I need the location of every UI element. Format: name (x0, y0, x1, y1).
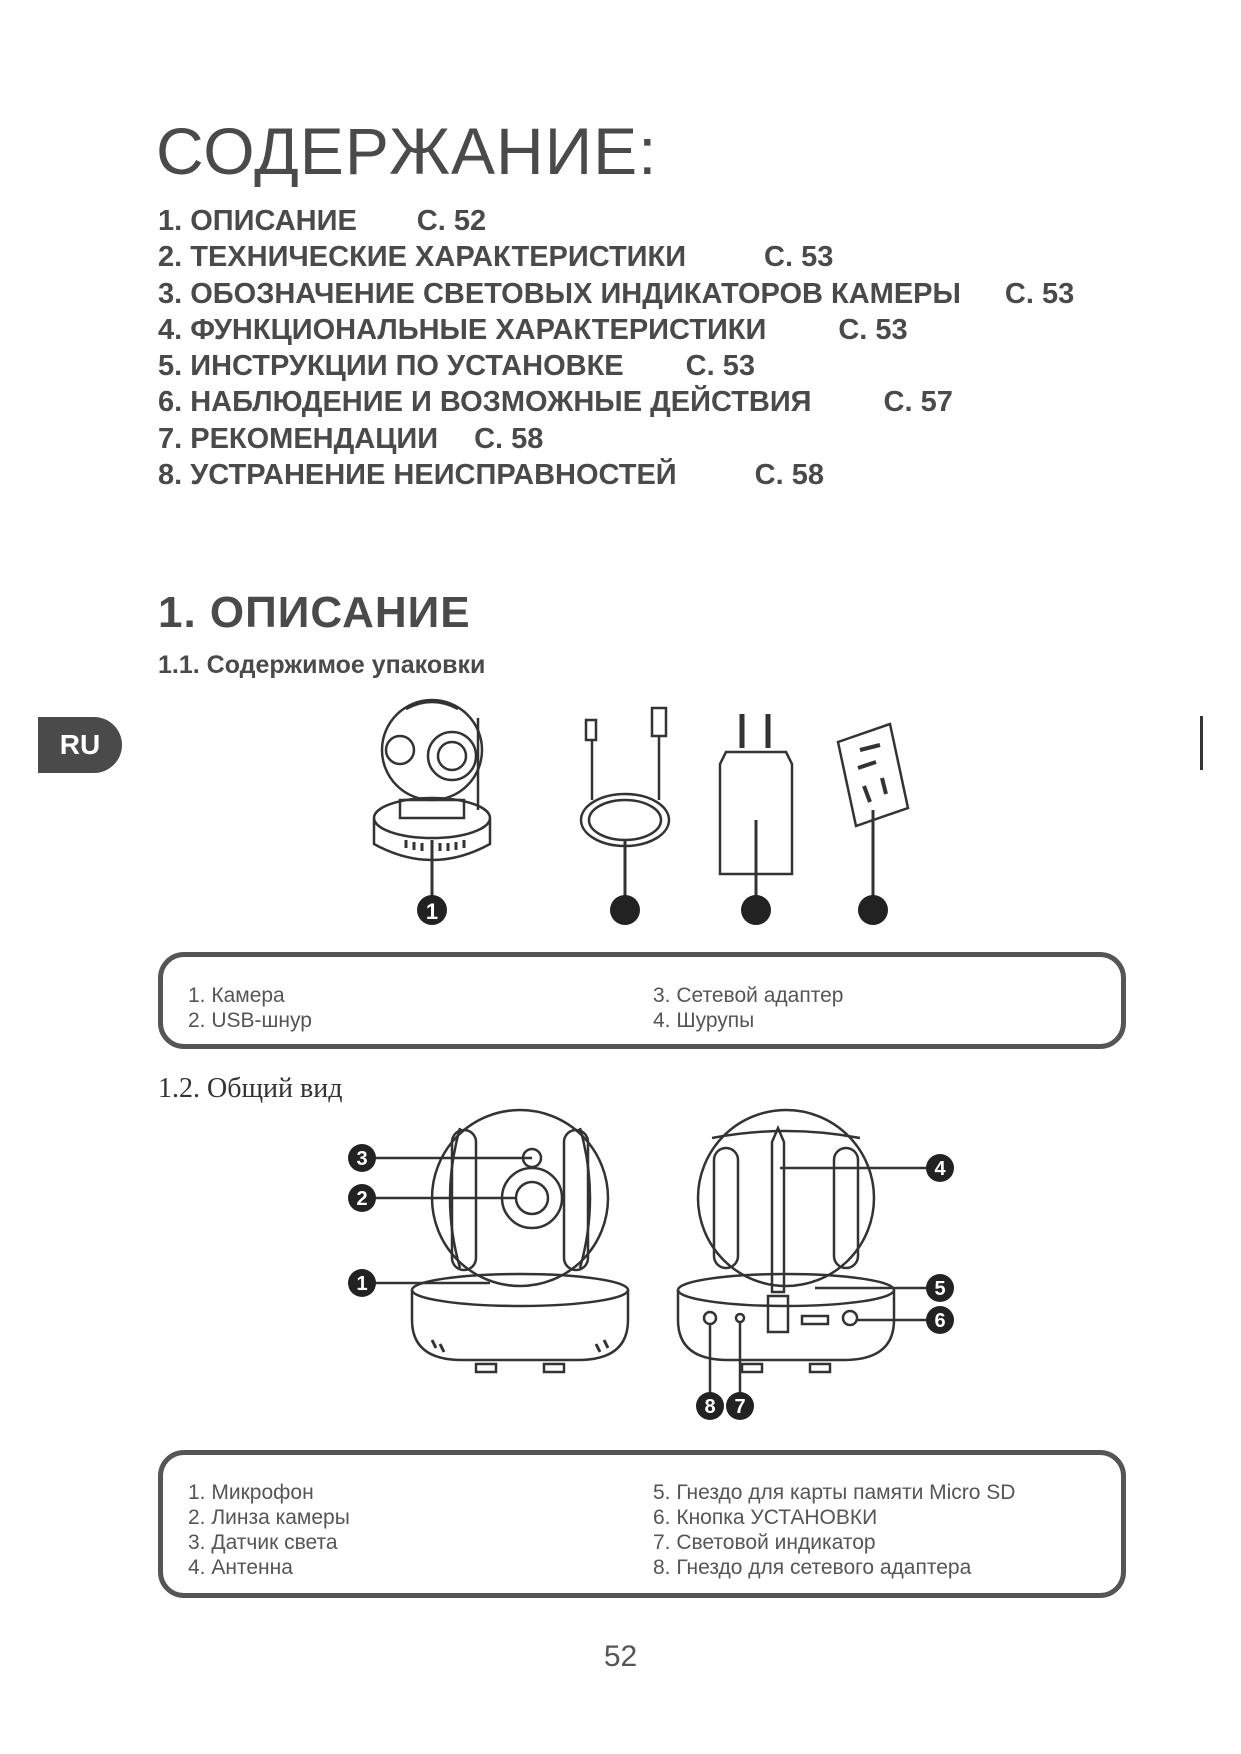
badge-overview-5-label: 5 (934, 1278, 946, 1300)
toc-item[interactable]: 7. РЕКОМЕНДАЦИИ С. 58 (158, 422, 544, 455)
legend-item: 3. Датчик света (188, 1531, 338, 1554)
badge-overview-7-label: 7 (734, 1396, 746, 1418)
camera-front-drawing (412, 1110, 628, 1372)
camera-drawing (374, 700, 490, 860)
overview-legend-box (158, 1450, 1126, 1598)
badge-package-4 (858, 895, 888, 925)
language-tab: RU (38, 717, 122, 773)
camera-overview-illustration (340, 1108, 980, 1438)
legend-item: 3. Сетевой адаптер (653, 984, 844, 1007)
badge-package-2 (610, 895, 640, 925)
toc-item[interactable]: 4. ФУНКЦИОНАЛЬНЫЕ ХАРАКТЕРИСТИКИ С. 53 (158, 313, 908, 346)
badge-overview-2-label: 2 (356, 1188, 368, 1210)
package-legend-box (158, 952, 1126, 1049)
legend-item: 4. Антенна (188, 1556, 293, 1579)
legend-item: 2. Линза камеры (188, 1506, 350, 1529)
legend-item: 8. Гнездо для сетевого адаптера (653, 1556, 972, 1579)
subsection-title-package: 1.1. Содержимое упаковки (158, 651, 486, 679)
badge-overview-8-label: 8 (704, 1396, 716, 1418)
badge-overview-1-label: 1 (356, 1273, 368, 1295)
legend-item: 7. Световой индикатор (653, 1531, 876, 1554)
badge-overview-4-label: 4 (934, 1158, 946, 1180)
toc-item[interactable]: 1. ОПИСАНИЕ С. 52 (158, 205, 487, 237)
toc-list (158, 203, 1074, 493)
page-number: 52 (603, 1640, 638, 1673)
badge-overview-3-label: 3 (356, 1148, 368, 1170)
toc-item[interactable]: 5. ИНСТРУКЦИИ ПО УСТАНОВКЕ С. 53 (158, 350, 755, 383)
usb-cable-drawing (581, 708, 669, 846)
toc-item[interactable]: 3. ОБОЗНАЧЕНИЕ СВЕТОВЫХ ИНДИКАТОРОВ КАМЕРЫ С. 53 (158, 277, 1075, 310)
toc-item[interactable]: 2. ТЕХНИЧЕСКИЕ ХАРАКТЕРИСТИКИ С. 53 (158, 241, 834, 274)
legend-item: 2. USB-шнур (188, 1009, 312, 1032)
toc-item[interactable]: 8. УСТРАНЕНИЕ НЕИСПРАВНОСТЕЙ С. 58 (158, 459, 824, 492)
badge-package-1-label: 1 (425, 899, 439, 924)
legend-item: 4. Шурупы (653, 1009, 755, 1032)
legend-item: 1. Камера (188, 984, 285, 1007)
legend-item: 5. Гнездо для карты памяти Micro SD (653, 1481, 1016, 1504)
package-contents-illustration (340, 690, 980, 930)
page-edge-mark (1200, 716, 1203, 770)
toc-item[interactable]: 6. НАБЛЮДЕНИЕ И ВОЗМОЖНЫЕ ДЕЙСТВИЯ С. 57 (158, 386, 953, 419)
badge-package-3 (741, 895, 771, 925)
section-title: 1. ОПИСАНИЕ (158, 588, 471, 637)
legend-item: 6. Кнопка УСТАНОВКИ (653, 1506, 878, 1529)
badge-overview-6-label: 6 (934, 1310, 946, 1332)
subsection-title-overview: 1.2. Общий вид (158, 1073, 343, 1104)
legend-item: 1. Микрофон (188, 1481, 314, 1504)
toc-title: СОДЕРЖАНИЕ: (156, 114, 658, 188)
